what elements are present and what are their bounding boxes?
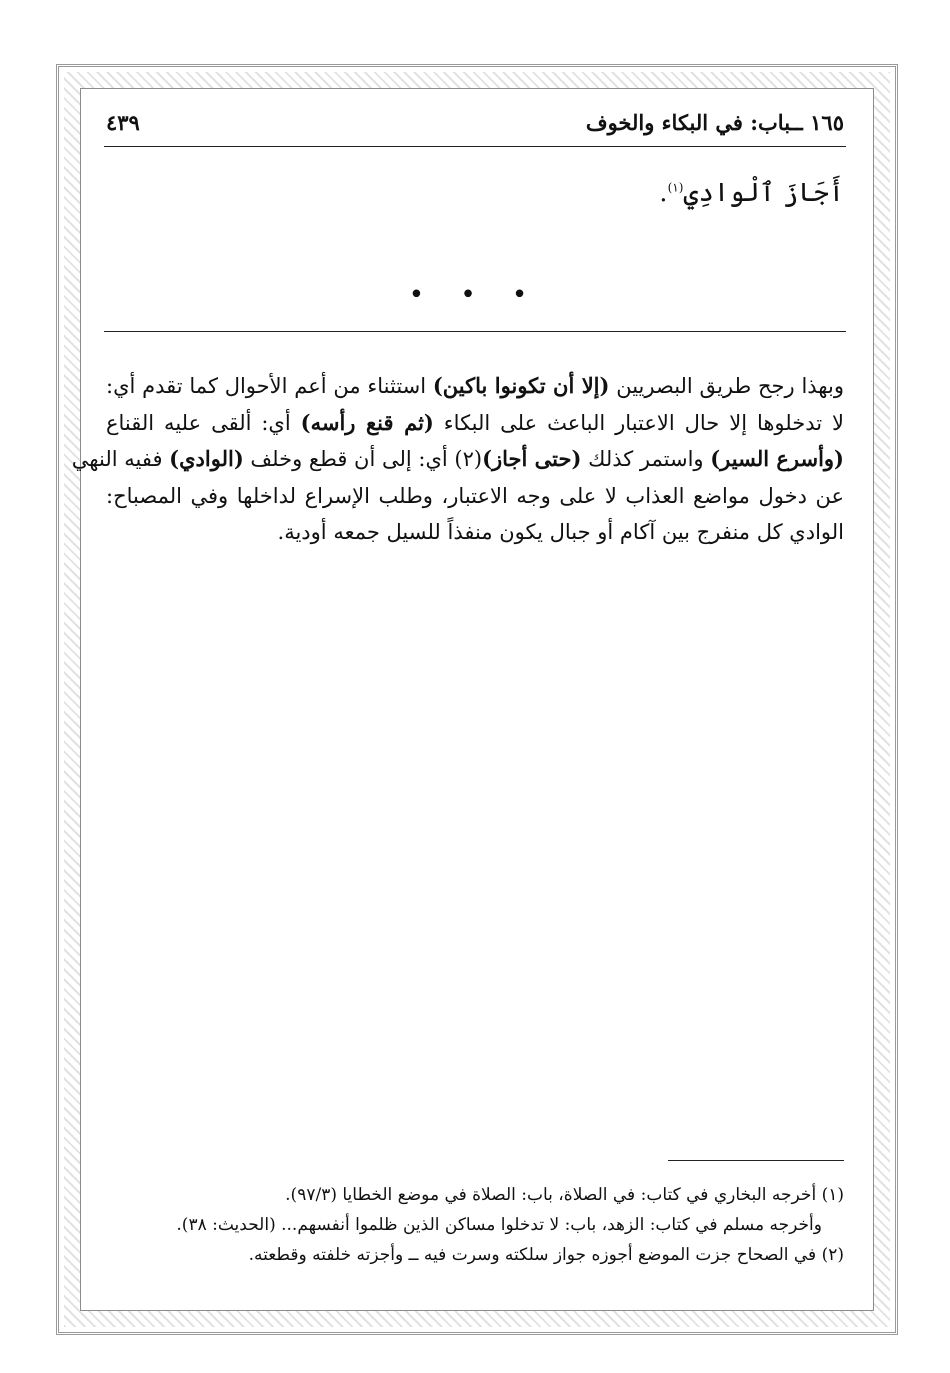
commentary-run: واستمر كذلك <box>581 447 711 471</box>
hadith-quote: (وأسرع السير) <box>710 446 844 471</box>
footnote-ref-1: (١) <box>667 180 684 195</box>
hadith-quote: (الوادي) <box>169 446 244 471</box>
header-rule <box>104 146 846 147</box>
section-rule <box>104 331 846 332</box>
carry-over-words: أَجَازَ ٱلْوادِيِ <box>683 178 844 208</box>
footnote-text: أخرجه البخاري في كتاب: في الصلاة، باب: الصلاة في موضع الخطايا (٩٧/٣). <box>285 1185 817 1205</box>
footnote-number: (١) <box>816 1185 844 1205</box>
commentary-run: عن دخول مواضع العذاب لا على وجه الاعتبار، وطلب الإسراع لداخلها وفي المصباح: <box>106 483 844 508</box>
commentary-run: أي: ألقى عليه القناع <box>106 410 301 435</box>
commentary-run: الوادي كل منفرج بين آكام أو جبال يكون منفذاً للسيل جمعه أودية. <box>277 520 844 544</box>
commentary-line <box>106 368 844 405</box>
page-number: ٤٣٩ <box>106 110 140 135</box>
section-separator-dots: • • • <box>408 280 542 310</box>
commentary-line <box>106 478 844 515</box>
commentary-text <box>71 368 844 551</box>
commentary-run: استثناء من أعم الأحوال كما تقدم أي: <box>106 374 433 398</box>
footnote-item <box>106 1180 844 1210</box>
footnote-item <box>106 1210 844 1240</box>
hadith-quote: (إلا أن تكونوا باكين) <box>432 373 610 398</box>
footnote-text: وأخرجه مسلم في كتاب: الزهد، باب: لا تدخلوا مساكن الذين ظلموا أنفسهم... (الحديث: ٣٨). <box>176 1215 822 1235</box>
footnote-text: في الصحاح جزت الموضع أجوزه جواز سلكته وسرت فيه ــ وأجزته خلفته وقطعته. <box>248 1245 817 1265</box>
commentary-line <box>106 405 844 442</box>
footnote-number: (٢) <box>816 1245 844 1265</box>
page-border-inner <box>80 88 874 1311</box>
footnote-item <box>106 1240 844 1270</box>
carry-over-text <box>659 178 844 208</box>
commentary-line <box>106 514 844 551</box>
commentary-run: لا تدخلوها إلا حال الاعتبار الباعث على البكاء <box>433 410 844 435</box>
commentary-run: وبهذا رجح طريق البصريين <box>609 374 844 398</box>
commentary-run: (٢) أي: إلى أن قطع وخلف <box>243 447 483 471</box>
hadith-quote: (ثم قنع رأسه) <box>300 409 434 435</box>
commentary-run: ففيه النهي <box>71 447 170 471</box>
commentary-line <box>71 441 844 478</box>
hadith-quote: (حتى أجاز) <box>482 446 582 471</box>
carry-over-end: . <box>659 178 668 208</box>
chapter-heading: ١٦٥ ــباب: في البكاء والخوف <box>585 110 844 135</box>
footnote-rule <box>668 1160 844 1161</box>
footnotes <box>106 1180 844 1270</box>
